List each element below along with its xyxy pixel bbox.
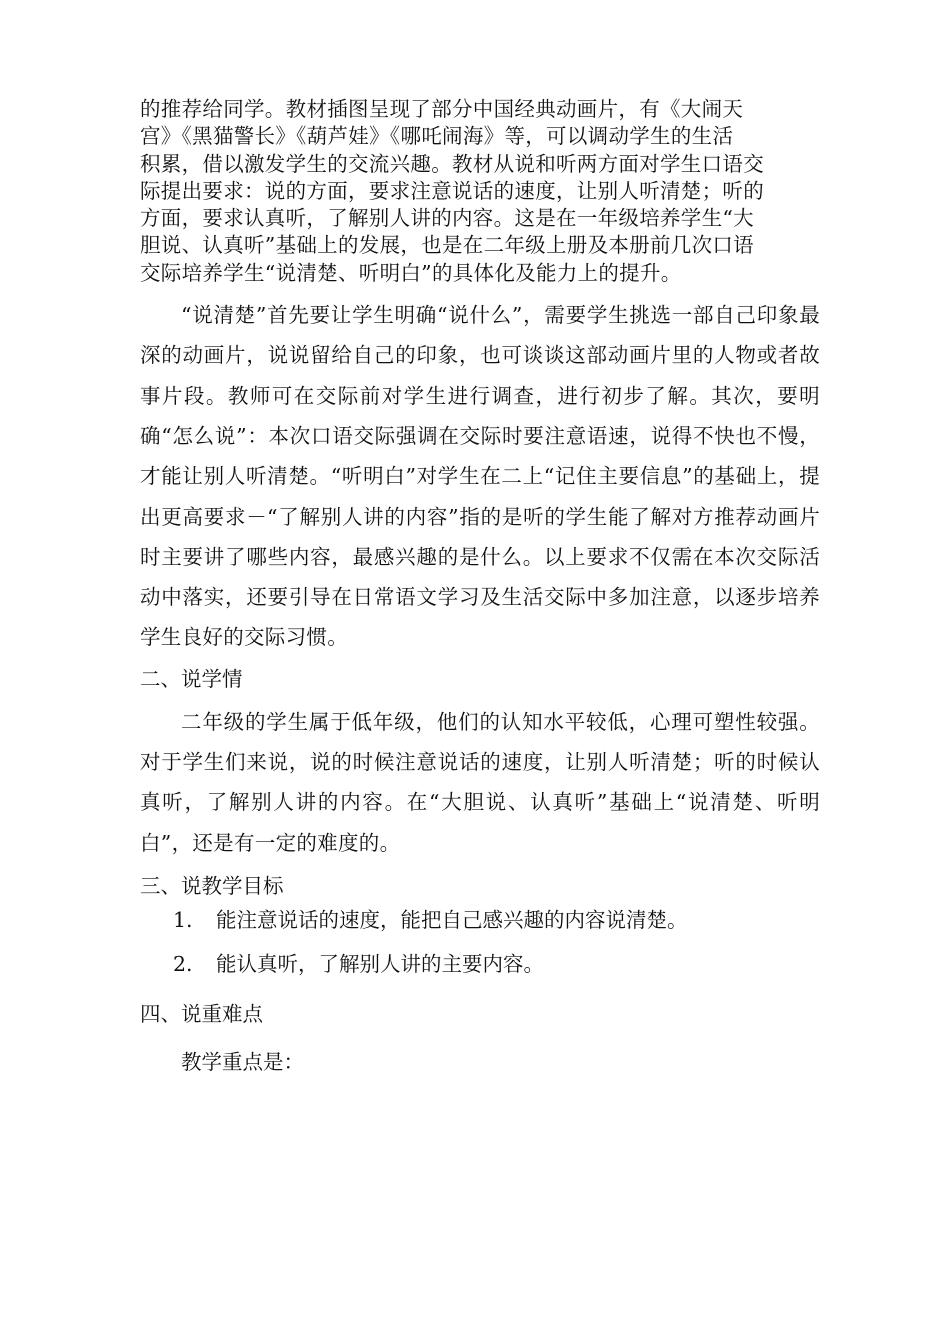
- text-line: 胆说、认真听”基础上的发展，也是在二年级上册及本册前几次口语: [140, 233, 754, 258]
- text-line: 的推荐给同学。教材插图呈现了部分中国经典动画片，有《大闹天: [140, 97, 744, 121]
- intro-paragraph: [140, 96, 820, 287]
- goal-number: 2.: [173, 951, 193, 976]
- sub-heading: 教学重点是：: [181, 1049, 304, 1074]
- goal-item: [140, 905, 820, 935]
- text-line: 际提出要求：说的方面，要求注意说话的速度，让别人听清楚；听的: [140, 178, 764, 203]
- document-page: [140, 96, 820, 1077]
- goal-item: [140, 949, 820, 979]
- text-line: 积累，借以激发学生的交流兴趣。教材从说和听两方面对学生口语交: [140, 151, 764, 176]
- body-paragraph: “说清楚”首先要让学生明确“说什么”，需要学生挑选一部自己印象最深的动画片，说说留给自己的印象，也可谈谈这部动画片里的人物或者故事片段。教师可在交际前对学生进行调查，进行初步了解。其次，要明确“怎么说”：本次口语交际强调在交际时要注意语速，说得不快也不慢，才能让别人听清楚。“听明白”对学生在二上“记住主要信息”的基础上，提出更高要求－“了解别人讲的内容”指的是听的学生能了解对方推荐动画片时主要讲了哪些内容，最感兴趣的是什么。以上要求不仅需在本次交际活动中落实，还要引导在日常语文学习及生活交际中多加注意，以逐步培养学生良好的交际习惯。: [140, 303, 820, 650]
- goal-text: 能注意说话的速度，能把自己感兴趣的内容说清楚。: [216, 907, 688, 932]
- goal-text: 能认真听，了解别人讲的主要内容。: [216, 951, 544, 976]
- section-heading: 四、说重难点: [140, 1001, 263, 1026]
- goal-number: 1.: [173, 907, 193, 932]
- section-heading: 二、说学情: [140, 666, 243, 691]
- body-paragraph: 二年级的学生属于低年级，他们的认知水平较低，心理可塑性较强。对于学生们来说，说的时候注意说话的速度，让别人听清楚；听的时候认真听，了解别人讲的内容。在“大胆说、认真听”基础上“说清楚、听明白”，还是有一定的难度的。: [140, 709, 820, 855]
- text-line: 宫》《黑猫警长》《葫芦娃》《哪吒闹海》等，可以调动学生的生活: [140, 124, 734, 149]
- text-line: 交际培养学生“说清楚、听明白”的具体化及能力上的提升。: [140, 260, 682, 285]
- section-heading: 三、说教学目标: [140, 873, 284, 898]
- text-line: 方面，要求认真听，了解别人讲的内容。这是在一年级培养学生“大: [140, 206, 754, 231]
